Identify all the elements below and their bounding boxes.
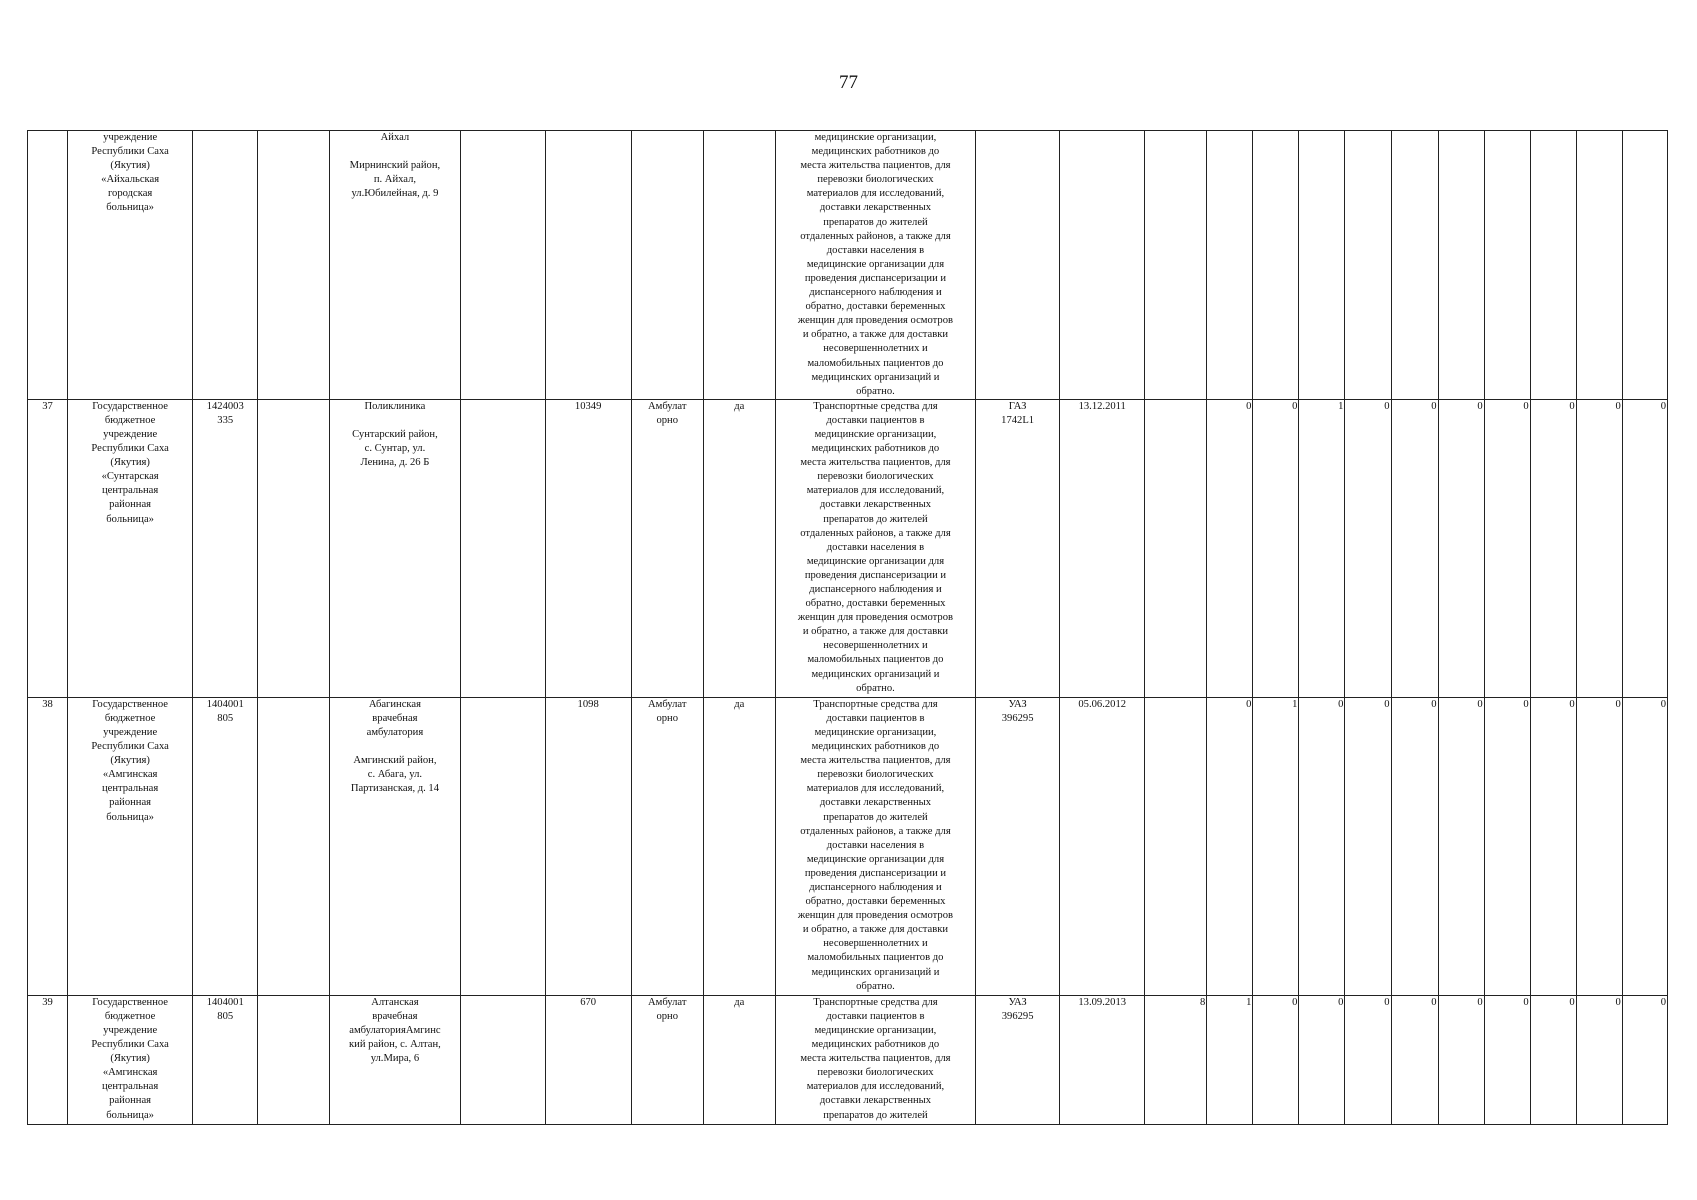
- col-19-cell: 0: [1438, 697, 1484, 995]
- col-17-cell: 0: [1345, 995, 1391, 1124]
- page-number: 77: [839, 72, 858, 93]
- vehicle-purpose-cell: Транспортные средства для доставки пациентов в медицинские организации, медицинских работников до места жительства пациентов, для перевозки биологических материалов для исследований, доставки лекарственных препаратов до жителей отдаленных районов, а также для доставки населения в медицинские организации для проведения диспансеризации и диспансерного наблюдения и обратно, доставки беременных женщин для проведения осмотров и обратно, а также для доставки несовершеннолетних и маломобильных пациентов до медицинских организаций и обратно.: [775, 399, 975, 697]
- col-23-cell: 0: [1622, 995, 1667, 1124]
- col-22-cell: 0: [1576, 399, 1622, 697]
- vehicle-model-cell: УАЗ 396295: [976, 995, 1060, 1124]
- flag-cell: да: [703, 697, 775, 995]
- col-21-cell: [1530, 131, 1576, 400]
- col-21-cell: 0: [1530, 995, 1576, 1124]
- facility-address-cell: Алтанская врачебная амбулаторияАмгинс кий район, с. Алтан, ул.Мира, 6: [330, 995, 460, 1124]
- service-form-cell: Амбулат орно: [631, 995, 703, 1124]
- col-18-cell: [1391, 131, 1438, 400]
- organization-name-cell: Государственное бюджетное учреждение Республики Саха (Якутия) «Амгинская центральная районная больница»: [68, 697, 193, 995]
- col-7-cell: 10349: [545, 399, 631, 697]
- col-21-cell: 0: [1530, 399, 1576, 697]
- registration-date-cell: 13.09.2013: [1060, 995, 1145, 1124]
- col-19-cell: 0: [1438, 399, 1484, 697]
- col-17-cell: 0: [1345, 697, 1391, 995]
- row-number-cell: 39: [28, 995, 68, 1124]
- table-body: [28, 131, 1668, 1125]
- service-form-cell: Амбулат орно: [631, 697, 703, 995]
- inn-cell: 1404001 805: [193, 995, 258, 1124]
- table-row: [28, 697, 1668, 995]
- registration-date-cell: 13.12.2011: [1060, 399, 1145, 697]
- col-18-cell: 0: [1391, 995, 1438, 1124]
- col-17-cell: 0: [1345, 399, 1391, 697]
- col-23-cell: [1622, 131, 1667, 400]
- facility-address-cell: Айхал Мирнинский район, п. Айхал, ул.Юбилейная, д. 9: [330, 131, 460, 400]
- col-22-cell: 0: [1576, 697, 1622, 995]
- row-number-cell: 38: [28, 697, 68, 995]
- col-15-cell: 0: [1253, 399, 1299, 697]
- table-row: [28, 995, 1668, 1124]
- col-4-cell: [258, 697, 330, 995]
- service-form-cell: [631, 131, 703, 400]
- flag-cell: да: [703, 399, 775, 697]
- col-22-cell: 0: [1576, 995, 1622, 1124]
- vehicle-purpose-cell: Транспортные средства для доставки пациентов в медицинские организации, медицинских работников до места жительства пациентов, для перевозки биологических материалов для исследований, доставки лекарственных препаратов до жителей отдаленных районов, а также для доставки населения в медицинские организации для проведения диспансеризации и диспансерного наблюдения и обратно, доставки беременных женщин для проведения осмотров и обратно, а также для доставки несовершеннолетних и маломобильных пациентов до медицинских организаций и обратно.: [775, 697, 975, 995]
- organization-name-cell: Государственное бюджетное учреждение Республики Саха (Якутия) «Амгинская центральная районная больница»: [68, 995, 193, 1124]
- col-4-cell: [258, 995, 330, 1124]
- col-14-cell: 0: [1207, 697, 1253, 995]
- facility-address-cell: Поликлиника Сунтарский район, с. Сунтар, ул. Ленина, д. 26 Б: [330, 399, 460, 697]
- col-13-cell: 8: [1145, 995, 1207, 1124]
- col-6-cell: [460, 697, 545, 995]
- col-14-cell: 1: [1207, 995, 1253, 1124]
- table-row: [28, 131, 1668, 400]
- flag-cell: [703, 131, 775, 400]
- organization-name-cell: учреждение Республики Саха (Якутия) «Айхальская городская больница»: [68, 131, 193, 400]
- vehicle-purpose-cell: медицинские организации, медицинских работников до места жительства пациентов, для перевозки биологических материалов для исследований, доставки лекарственных препаратов до жителей отдаленных районов, а также для доставки населения в медицинские организации для проведения диспансеризации и диспансерного наблюдения и обратно, доставки беременных женщин для проведения осмотров и обратно, а также для доставки несовершеннолетних и маломобильных пациентов до медицинских организаций и обратно.: [775, 131, 975, 400]
- col-20-cell: 0: [1484, 399, 1530, 697]
- registration-date-cell: 05.06.2012: [1060, 697, 1145, 995]
- vehicle-model-cell: УАЗ 396295: [976, 697, 1060, 995]
- col-16-cell: [1299, 131, 1345, 400]
- col-23-cell: 0: [1622, 697, 1667, 995]
- col-22-cell: [1576, 131, 1622, 400]
- col-20-cell: [1484, 131, 1530, 400]
- col-20-cell: 0: [1484, 995, 1530, 1124]
- col-19-cell: 0: [1438, 995, 1484, 1124]
- col-17-cell: [1345, 131, 1391, 400]
- col-15-cell: 1: [1253, 697, 1299, 995]
- col-7-cell: 1098: [545, 697, 631, 995]
- col-13-cell: [1145, 399, 1207, 697]
- col-21-cell: 0: [1530, 697, 1576, 995]
- table-row: [28, 399, 1668, 697]
- col-13-cell: [1145, 697, 1207, 995]
- col-13-cell: [1145, 131, 1207, 400]
- col-14-cell: 0: [1207, 399, 1253, 697]
- col-18-cell: 0: [1391, 399, 1438, 697]
- vehicle-model-cell: [976, 131, 1060, 400]
- col-6-cell: [460, 131, 545, 400]
- col-19-cell: [1438, 131, 1484, 400]
- row-number-cell: [28, 131, 68, 400]
- col-16-cell: 1: [1299, 399, 1345, 697]
- col-7-cell: 670: [545, 995, 631, 1124]
- inn-cell: [193, 131, 258, 400]
- col-6-cell: [460, 399, 545, 697]
- vehicle-model-cell: ГАЗ 1742L1: [976, 399, 1060, 697]
- col-16-cell: 0: [1299, 995, 1345, 1124]
- service-form-cell: Амбулат орно: [631, 399, 703, 697]
- registration-date-cell: [1060, 131, 1145, 400]
- col-15-cell: [1253, 131, 1299, 400]
- col-20-cell: 0: [1484, 697, 1530, 995]
- row-number-cell: 37: [28, 399, 68, 697]
- col-4-cell: [258, 399, 330, 697]
- facility-address-cell: Абагинская врачебная амбулатория Амгинский район, с. Абага, ул. Партизанская, д. 14: [330, 697, 460, 995]
- inn-cell: 1424003 335: [193, 399, 258, 697]
- inn-cell: 1404001 805: [193, 697, 258, 995]
- col-15-cell: 0: [1253, 995, 1299, 1124]
- col-6-cell: [460, 995, 545, 1124]
- flag-cell: да: [703, 995, 775, 1124]
- col-23-cell: 0: [1622, 399, 1667, 697]
- registry-table: [27, 130, 1668, 1125]
- col-16-cell: 0: [1299, 697, 1345, 995]
- col-18-cell: 0: [1391, 697, 1438, 995]
- col-14-cell: [1207, 131, 1253, 400]
- organization-name-cell: Государственное бюджетное учреждение Республики Саха (Якутия) «Сунтарская центральная районная больница»: [68, 399, 193, 697]
- col-7-cell: [545, 131, 631, 400]
- col-4-cell: [258, 131, 330, 400]
- vehicle-purpose-cell: Транспортные средства для доставки пациентов в медицинские организации, медицинских работников до места жительства пациентов, для перевозки биологических материалов для исследований, доставки лекарственных препаратов до жителей: [775, 995, 975, 1124]
